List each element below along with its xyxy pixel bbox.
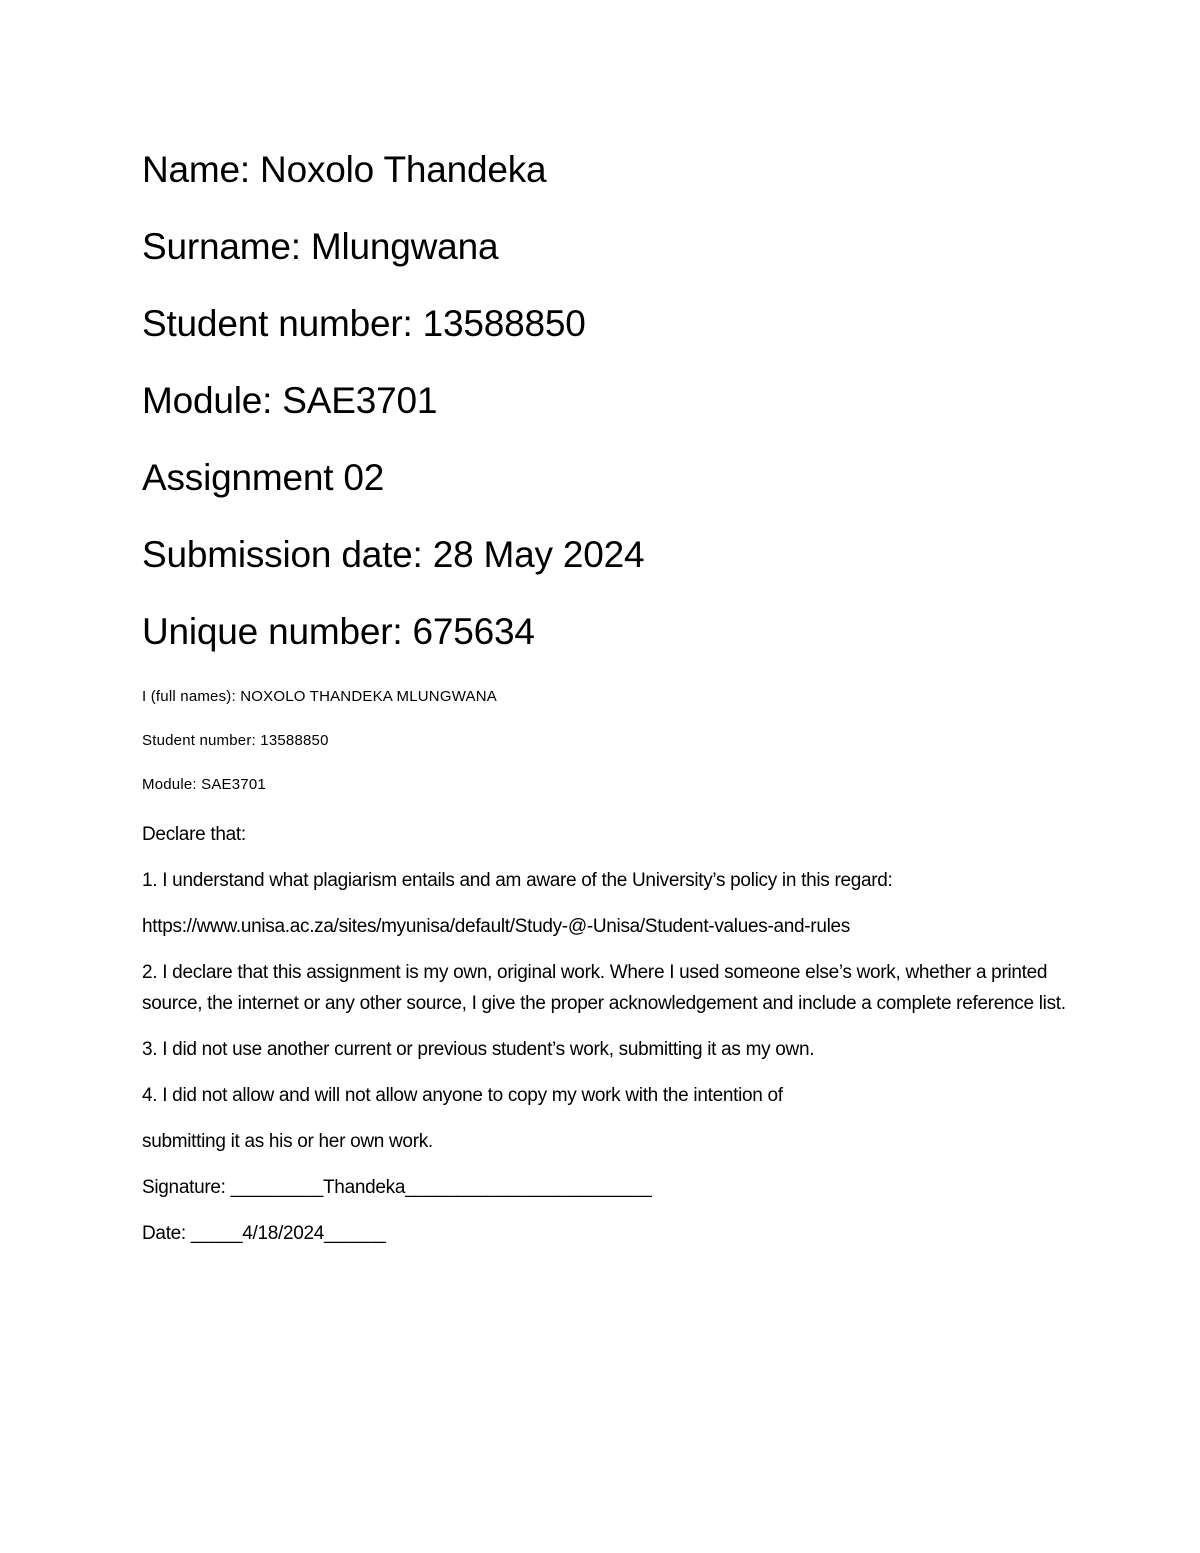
- document-content: [142, 148, 1072, 1264]
- declaration-student-number: Student number: 13588850: [142, 732, 329, 749]
- full-names-line: I (full names): NOXOLO THANDEKA MLUNGWANA: [142, 688, 497, 705]
- assignment-line: Assignment 02: [142, 457, 385, 498]
- date-line: Date: _____4/18/2024______: [142, 1223, 386, 1244]
- name-line: Name: Noxolo Thandeka: [142, 149, 547, 190]
- declare-heading: Declare that:: [142, 824, 246, 845]
- signature-line: Signature: _________Thandeka________________________: [142, 1177, 652, 1198]
- declaration-item-4-line-1: 4. I did not allow and will not allow anyone to copy my work with the intention of: [142, 1085, 783, 1106]
- unique-number-line: Unique number: 675634: [142, 611, 535, 652]
- declaration-item-3: 3. I did not use another current or previous student’s work, submitting it as my own.: [142, 1039, 815, 1060]
- declaration-item-4-line-2: submitting it as his or her own work.: [142, 1131, 433, 1152]
- declaration-item-2: 2. I declare that this assignment is my own, original work. Where I used someone else’s work, whether a printed source, the internet or any other source, I give the proper acknowledgement and include a complete reference list.: [142, 962, 1066, 1014]
- surname-line: Surname: Mlungwana: [142, 226, 499, 267]
- submission-date-line: Submission date: 28 May 2024: [142, 534, 645, 575]
- declaration-module: Module: SAE3701: [142, 776, 266, 793]
- policy-url: https://www.unisa.ac.za/sites/myunisa/default/Study-@-Unisa/Student-values-and-rules: [142, 916, 850, 937]
- declaration-item-1: 1. I understand what plagiarism entails and am aware of the University’s policy in this regard:: [142, 870, 893, 891]
- module-line: Module: SAE3701: [142, 380, 438, 421]
- student-number-line: Student number: 13588850: [142, 303, 586, 344]
